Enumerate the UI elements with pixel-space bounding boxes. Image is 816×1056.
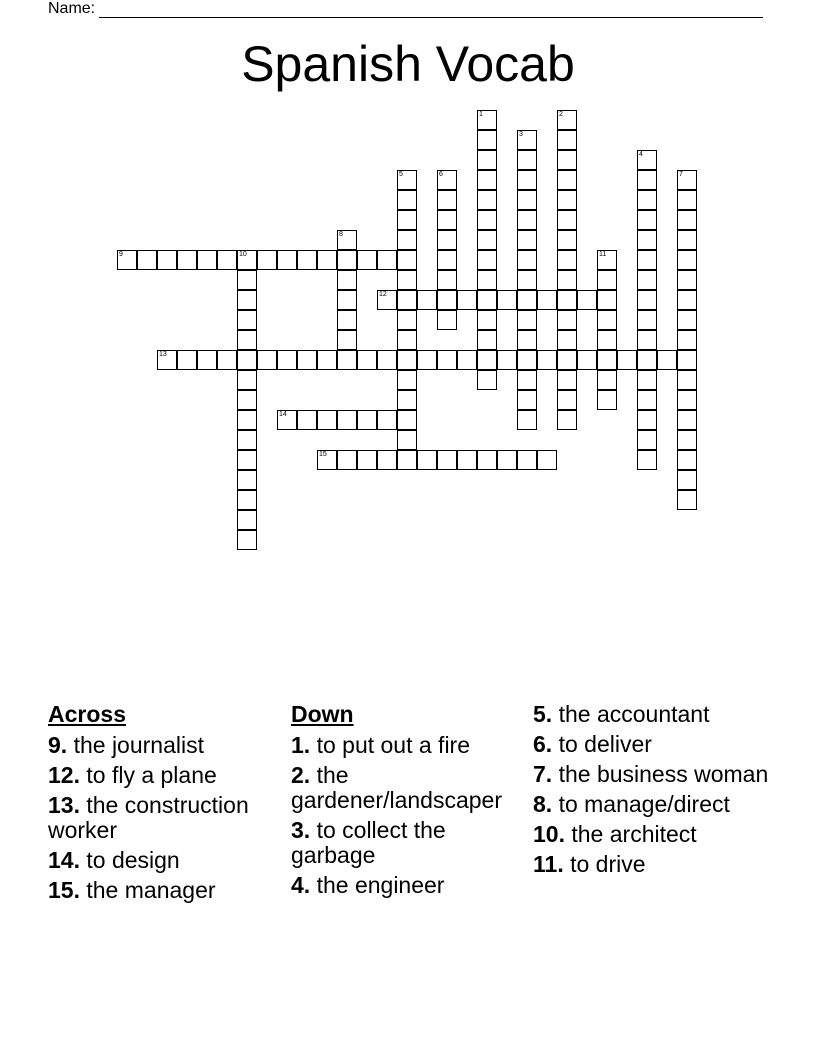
grid-cell bbox=[437, 190, 457, 210]
grid-cell bbox=[677, 190, 697, 210]
grid-cell bbox=[137, 250, 157, 270]
grid-cell bbox=[377, 450, 397, 470]
grid-cell bbox=[477, 230, 497, 250]
grid-cell bbox=[337, 310, 357, 330]
clue-across-12 bbox=[48, 763, 288, 788]
clue-down-11 bbox=[533, 852, 773, 877]
grid-cell bbox=[337, 270, 357, 290]
grid-cell bbox=[437, 450, 457, 470]
cell-number: 13 bbox=[159, 351, 167, 358]
grid-cell bbox=[637, 230, 657, 250]
grid-cell bbox=[117, 250, 137, 270]
grid-cell bbox=[437, 210, 457, 230]
grid-cell bbox=[257, 250, 277, 270]
grid-cell bbox=[497, 450, 517, 470]
grid-cell bbox=[237, 250, 257, 270]
clue-text: the manager bbox=[79, 877, 216, 903]
cell-number: 14 bbox=[279, 411, 287, 418]
grid-cell bbox=[517, 310, 537, 330]
grid-cell bbox=[457, 290, 477, 310]
grid-cell bbox=[297, 250, 317, 270]
grid-cell bbox=[237, 410, 257, 430]
grid-cell bbox=[557, 130, 577, 150]
grid-cell bbox=[437, 310, 457, 330]
grid-cell bbox=[197, 250, 217, 270]
cell-number: 4 bbox=[639, 151, 643, 158]
grid-cell bbox=[237, 450, 257, 470]
grid-cell bbox=[417, 450, 437, 470]
across-clues bbox=[48, 702, 288, 908]
clue-text: to manage/direct bbox=[552, 791, 730, 817]
clue-text: the engineer bbox=[310, 872, 445, 898]
clue-number: 13. bbox=[48, 792, 80, 818]
grid-cell bbox=[557, 210, 577, 230]
cell-number: 2 bbox=[559, 111, 563, 118]
grid-cell bbox=[677, 230, 697, 250]
grid-cell bbox=[457, 450, 477, 470]
grid-cell bbox=[517, 170, 537, 190]
clue-number: 10. bbox=[533, 821, 565, 847]
grid-cell bbox=[417, 350, 437, 370]
grid-cell bbox=[397, 390, 417, 410]
cell-number: 7 bbox=[679, 171, 683, 178]
grid-cell bbox=[397, 210, 417, 230]
grid-cell bbox=[377, 290, 397, 310]
grid-cell bbox=[317, 350, 337, 370]
grid-cell bbox=[517, 350, 537, 370]
clue-number: 7. bbox=[533, 761, 553, 787]
down-clues-continued bbox=[533, 702, 773, 882]
grid-cell bbox=[557, 170, 577, 190]
grid-cell bbox=[677, 450, 697, 470]
clue-text: the construction worker bbox=[48, 792, 249, 843]
clue-text: the gardener/landscaper bbox=[291, 762, 502, 813]
grid-cell bbox=[677, 170, 697, 190]
grid-cell bbox=[457, 350, 477, 370]
grid-cell bbox=[557, 150, 577, 170]
grid-cell bbox=[297, 410, 317, 430]
cell-number: 1 bbox=[479, 111, 483, 118]
grid-cell bbox=[557, 330, 577, 350]
grid-cell bbox=[677, 410, 697, 430]
grid-cell bbox=[637, 170, 657, 190]
grid-cell bbox=[397, 230, 417, 250]
cell-number: 3 bbox=[519, 131, 523, 138]
grid-cell bbox=[377, 250, 397, 270]
grid-cell bbox=[637, 390, 657, 410]
clue-text: the business woman bbox=[552, 761, 769, 787]
clue-text: to put out a fire bbox=[310, 732, 471, 758]
grid-cell bbox=[557, 370, 577, 390]
clue-number: 5. bbox=[533, 701, 553, 727]
grid-cell bbox=[337, 330, 357, 350]
grid-cell bbox=[437, 350, 457, 370]
grid-cell bbox=[637, 330, 657, 350]
grid-cell bbox=[317, 250, 337, 270]
clue-across-14 bbox=[48, 848, 288, 873]
clue-down-5 bbox=[533, 702, 773, 727]
clue-across-13 bbox=[48, 793, 288, 843]
grid-cell bbox=[617, 350, 637, 370]
grid-cell bbox=[677, 390, 697, 410]
clue-across-15 bbox=[48, 878, 288, 903]
clue-number: 15. bbox=[48, 877, 80, 903]
grid-cell bbox=[517, 230, 537, 250]
clue-number: 3. bbox=[291, 817, 311, 843]
cell-number: 5 bbox=[399, 171, 403, 178]
grid-cell bbox=[477, 450, 497, 470]
grid-cell bbox=[217, 250, 237, 270]
grid-cell bbox=[477, 350, 497, 370]
grid-cell bbox=[377, 410, 397, 430]
grid-cell bbox=[637, 270, 657, 290]
name-label: Name: bbox=[48, 0, 96, 17]
grid-cell bbox=[337, 290, 357, 310]
grid-cell bbox=[397, 170, 417, 190]
grid-cell bbox=[537, 350, 557, 370]
clue-across-9 bbox=[48, 733, 288, 758]
grid-cell bbox=[557, 310, 577, 330]
grid-cell bbox=[517, 370, 537, 390]
grid-cell bbox=[177, 250, 197, 270]
grid-cell bbox=[637, 150, 657, 170]
grid-cell bbox=[557, 350, 577, 370]
grid-cell bbox=[597, 250, 617, 270]
grid-cell bbox=[217, 350, 237, 370]
grid-cell bbox=[637, 250, 657, 270]
clue-down-2 bbox=[291, 763, 527, 813]
clue-text: to deliver bbox=[552, 731, 652, 757]
clue-number: 2. bbox=[291, 762, 311, 788]
grid-cell bbox=[397, 370, 417, 390]
grid-cell bbox=[477, 110, 497, 130]
grid-cell bbox=[397, 450, 417, 470]
grid-cell bbox=[237, 330, 257, 350]
grid-cell bbox=[337, 250, 357, 270]
clue-number: 1. bbox=[291, 732, 311, 758]
grid-cell bbox=[677, 490, 697, 510]
grid-cell bbox=[437, 250, 457, 270]
grid-cell bbox=[517, 250, 537, 270]
grid-cell bbox=[337, 350, 357, 370]
clue-number: 9. bbox=[48, 732, 68, 758]
grid-cell bbox=[237, 390, 257, 410]
clue-down-8 bbox=[533, 792, 773, 817]
grid-cell bbox=[637, 410, 657, 430]
clue-number: 8. bbox=[533, 791, 553, 817]
grid-cell bbox=[357, 350, 377, 370]
clue-text: the journalist bbox=[67, 732, 204, 758]
clue-number: 6. bbox=[533, 731, 553, 757]
cell-number: 11 bbox=[599, 251, 607, 258]
grid-cell bbox=[657, 350, 677, 370]
grid-cell bbox=[377, 350, 397, 370]
grid-cell bbox=[517, 410, 537, 430]
clue-down-10 bbox=[533, 822, 773, 847]
grid-cell bbox=[477, 310, 497, 330]
grid-cell bbox=[397, 290, 417, 310]
clue-down-7 bbox=[533, 762, 773, 787]
grid-cell bbox=[357, 410, 377, 430]
grid-cell bbox=[397, 310, 417, 330]
grid-cell bbox=[237, 510, 257, 530]
grid-cell bbox=[197, 350, 217, 370]
grid-cell bbox=[397, 350, 417, 370]
grid-cell bbox=[397, 250, 417, 270]
clue-down-3 bbox=[291, 818, 527, 868]
grid-cell bbox=[237, 370, 257, 390]
grid-cell bbox=[677, 210, 697, 230]
grid-cell bbox=[677, 430, 697, 450]
grid-cell bbox=[337, 450, 357, 470]
grid-cell bbox=[557, 250, 577, 270]
grid-cell bbox=[677, 270, 697, 290]
grid-cell bbox=[237, 290, 257, 310]
down-clues bbox=[291, 702, 527, 903]
grid-cell bbox=[497, 290, 517, 310]
grid-cell bbox=[437, 170, 457, 190]
grid-cell bbox=[477, 150, 497, 170]
clue-text: to drive bbox=[563, 851, 646, 877]
grid-cell bbox=[357, 450, 377, 470]
grid-cell bbox=[637, 350, 657, 370]
grid-cell bbox=[537, 290, 557, 310]
cell-number: 15 bbox=[319, 451, 327, 458]
grid-cell bbox=[157, 350, 177, 370]
grid-cell bbox=[537, 450, 557, 470]
grid-cell bbox=[397, 430, 417, 450]
clue-number: 4. bbox=[291, 872, 311, 898]
grid-cell bbox=[637, 290, 657, 310]
cell-number: 9 bbox=[119, 251, 123, 258]
clue-text: the accountant bbox=[552, 701, 710, 727]
down-heading: Down bbox=[291, 701, 354, 727]
grid-cell bbox=[637, 450, 657, 470]
grid-cell bbox=[637, 430, 657, 450]
grid-cell bbox=[477, 210, 497, 230]
grid-cell bbox=[597, 370, 617, 390]
grid-cell bbox=[517, 130, 537, 150]
clue-text: the architect bbox=[564, 821, 697, 847]
clue-number: 11. bbox=[533, 851, 564, 877]
grid-cell bbox=[477, 330, 497, 350]
grid-cell bbox=[277, 350, 297, 370]
grid-cell bbox=[397, 330, 417, 350]
grid-cell bbox=[417, 290, 437, 310]
clue-text: to fly a plane bbox=[79, 762, 217, 788]
grid-cell bbox=[677, 290, 697, 310]
grid-cell bbox=[637, 310, 657, 330]
grid-cell bbox=[557, 230, 577, 250]
grid-cell bbox=[517, 450, 537, 470]
grid-cell bbox=[397, 190, 417, 210]
grid-cell bbox=[517, 330, 537, 350]
clue-down-1 bbox=[291, 733, 527, 758]
grid-cell bbox=[337, 230, 357, 250]
grid-cell bbox=[677, 470, 697, 490]
clue-down-6 bbox=[533, 732, 773, 757]
clue-text: to design bbox=[79, 847, 180, 873]
grid-cell bbox=[257, 350, 277, 370]
grid-cell bbox=[597, 330, 617, 350]
grid-cell bbox=[677, 350, 697, 370]
grid-cell bbox=[677, 330, 697, 350]
grid-cell bbox=[677, 370, 697, 390]
grid-cell bbox=[677, 310, 697, 330]
grid-cell bbox=[237, 470, 257, 490]
grid-cell bbox=[477, 170, 497, 190]
grid-cell bbox=[237, 430, 257, 450]
clue-number: 14. bbox=[48, 847, 80, 873]
cell-number: 8 bbox=[339, 231, 343, 238]
grid-cell bbox=[477, 370, 497, 390]
grid-cell bbox=[557, 190, 577, 210]
grid-cell bbox=[517, 210, 537, 230]
clue-number: 12. bbox=[48, 762, 80, 788]
grid-cell bbox=[637, 370, 657, 390]
grid-cell bbox=[597, 270, 617, 290]
grid-cell bbox=[237, 490, 257, 510]
cell-number: 12 bbox=[379, 291, 387, 298]
grid-cell bbox=[637, 210, 657, 230]
grid-cell bbox=[477, 190, 497, 210]
grid-cell bbox=[637, 190, 657, 210]
clue-text: to collect the garbage bbox=[291, 817, 446, 868]
grid-cell bbox=[517, 190, 537, 210]
grid-cell bbox=[557, 110, 577, 130]
grid-cell bbox=[517, 290, 537, 310]
grid-cell bbox=[397, 270, 417, 290]
page-title: Spanish Vocab bbox=[241, 36, 575, 92]
grid-cell bbox=[517, 390, 537, 410]
grid-cell bbox=[177, 350, 197, 370]
grid-cell bbox=[557, 290, 577, 310]
grid-cell bbox=[337, 410, 357, 430]
grid-cell bbox=[597, 290, 617, 310]
grid-cell bbox=[517, 270, 537, 290]
grid-cell bbox=[437, 230, 457, 250]
grid-cell bbox=[437, 270, 457, 290]
clue-down-4 bbox=[291, 873, 527, 898]
cell-number: 6 bbox=[439, 171, 443, 178]
grid-cell bbox=[557, 270, 577, 290]
across-heading: Across bbox=[48, 701, 126, 727]
grid-cell bbox=[277, 410, 297, 430]
grid-cell bbox=[477, 290, 497, 310]
grid-cell bbox=[597, 390, 617, 410]
grid-cell bbox=[157, 250, 177, 270]
grid-cell bbox=[597, 310, 617, 330]
grid-cell bbox=[597, 350, 617, 370]
grid-cell bbox=[397, 410, 417, 430]
cell-number: 10 bbox=[239, 251, 247, 258]
grid-cell bbox=[557, 410, 577, 430]
grid-cell bbox=[317, 410, 337, 430]
grid-cell bbox=[437, 290, 457, 310]
grid-cell bbox=[237, 530, 257, 550]
grid-cell bbox=[577, 290, 597, 310]
grid-cell bbox=[237, 350, 257, 370]
grid-cell bbox=[317, 450, 337, 470]
grid-cell bbox=[477, 270, 497, 290]
grid-cell bbox=[477, 130, 497, 150]
grid-cell bbox=[297, 350, 317, 370]
grid-cell bbox=[237, 270, 257, 290]
grid-cell bbox=[517, 150, 537, 170]
grid-cell bbox=[557, 390, 577, 410]
grid-cell bbox=[677, 250, 697, 270]
grid-cell bbox=[497, 350, 517, 370]
grid-cell bbox=[357, 250, 377, 270]
grid-cell bbox=[277, 250, 297, 270]
grid-cell bbox=[237, 310, 257, 330]
grid-cell bbox=[477, 250, 497, 270]
grid-cell bbox=[577, 350, 597, 370]
